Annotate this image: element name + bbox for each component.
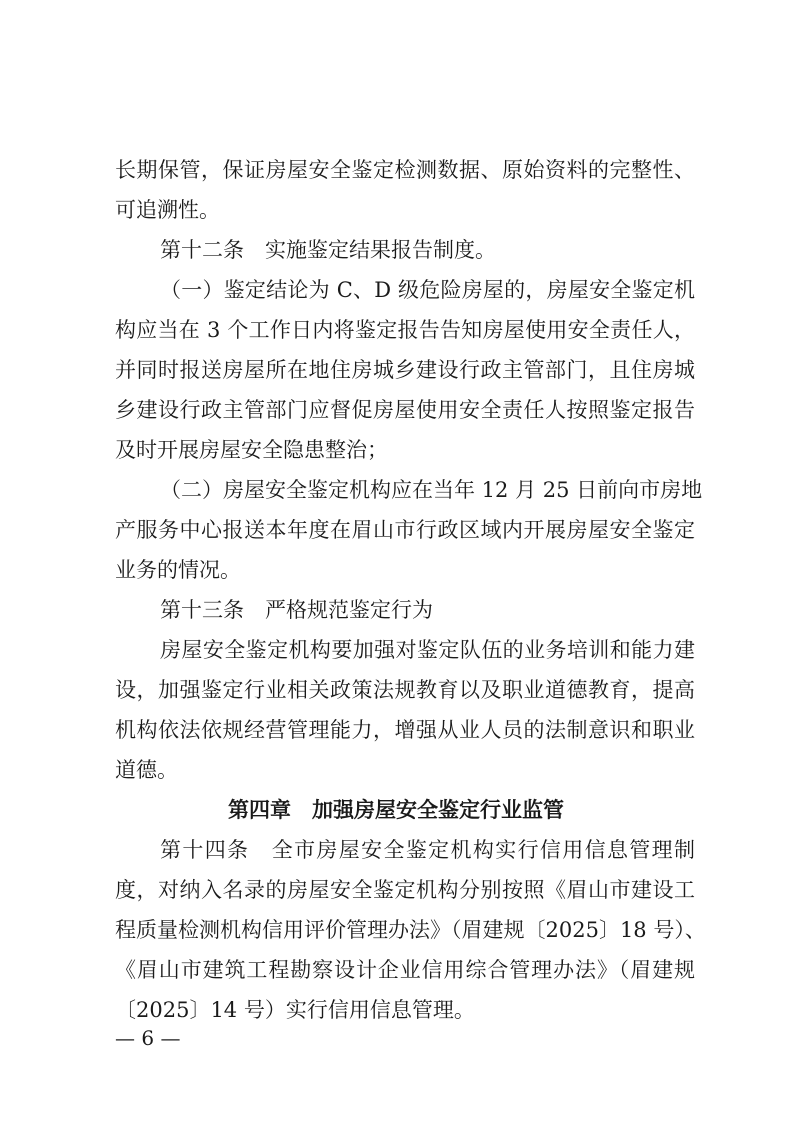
article-14-heading: 第十四条 全市房屋安全鉴定机构实行信用信息管理制: [160, 838, 695, 862]
paragraph-line: 及时开展房屋安全隐患整治；: [115, 438, 388, 462]
paragraph-line: 可追溯性。: [115, 198, 220, 222]
paragraph-line: 度，对纳入名录的房屋安全鉴定机构分别按照《眉山市建设工: [115, 878, 695, 902]
paragraph-line: 房屋安全鉴定机构要加强对鉴定队伍的业务培训和能力建: [160, 638, 695, 662]
paragraph-line: 〔2025〕14 号）实行信用信息管理。: [115, 998, 475, 1022]
paragraph-line: 机构依法依规经营管理能力，增强从业人员的法制意识和职业: [115, 718, 695, 742]
article-13-heading: 第十三条 严格规范鉴定行为: [160, 598, 433, 622]
paragraph-line: 设，加强鉴定行业相关政策法规教育以及职业道德教育，提高: [115, 678, 695, 702]
paragraph-line: 《眉山市建筑工程勘察设计企业信用综合管理办法》（眉建规: [115, 958, 695, 982]
paragraph-line: 产服务中心报送本年度在眉山市行政区域内开展房屋安全鉴定: [115, 518, 695, 542]
paragraph-line: 并同时报送房屋所在地住房城乡建设行政主管部门，且住房城: [115, 358, 695, 382]
chapter-heading: 第四章 加强房屋安全鉴定行业监管: [228, 798, 564, 822]
paragraph-line: 长期保管，保证房屋安全鉴定检测数据、原始资料的完整性、: [115, 158, 695, 182]
page-number: — 6 —: [115, 1026, 181, 1050]
paragraph-line: 乡建设行政主管部门应督促房屋使用安全责任人按照鉴定报告: [115, 398, 695, 422]
paragraph-line: （一）鉴定结论为 C、D 级危险房屋的，房屋安全鉴定机: [160, 278, 695, 302]
paragraph-line: （二）房屋安全鉴定机构应在当年 12 月 25 日前向市房地: [160, 478, 703, 502]
paragraph-line: 构应当在 3 个工作日内将鉴定报告告知房屋使用安全责任人，: [115, 318, 695, 342]
paragraph-line: 程质量检测机构信用评价管理办法》（眉建规〔2025〕18 号）、: [115, 918, 706, 942]
paragraph-line: 业务的情况。: [115, 558, 241, 582]
article-12-heading: 第十二条 实施鉴定结果报告制度。: [160, 238, 496, 262]
paragraph-line: 道德。: [115, 758, 178, 782]
